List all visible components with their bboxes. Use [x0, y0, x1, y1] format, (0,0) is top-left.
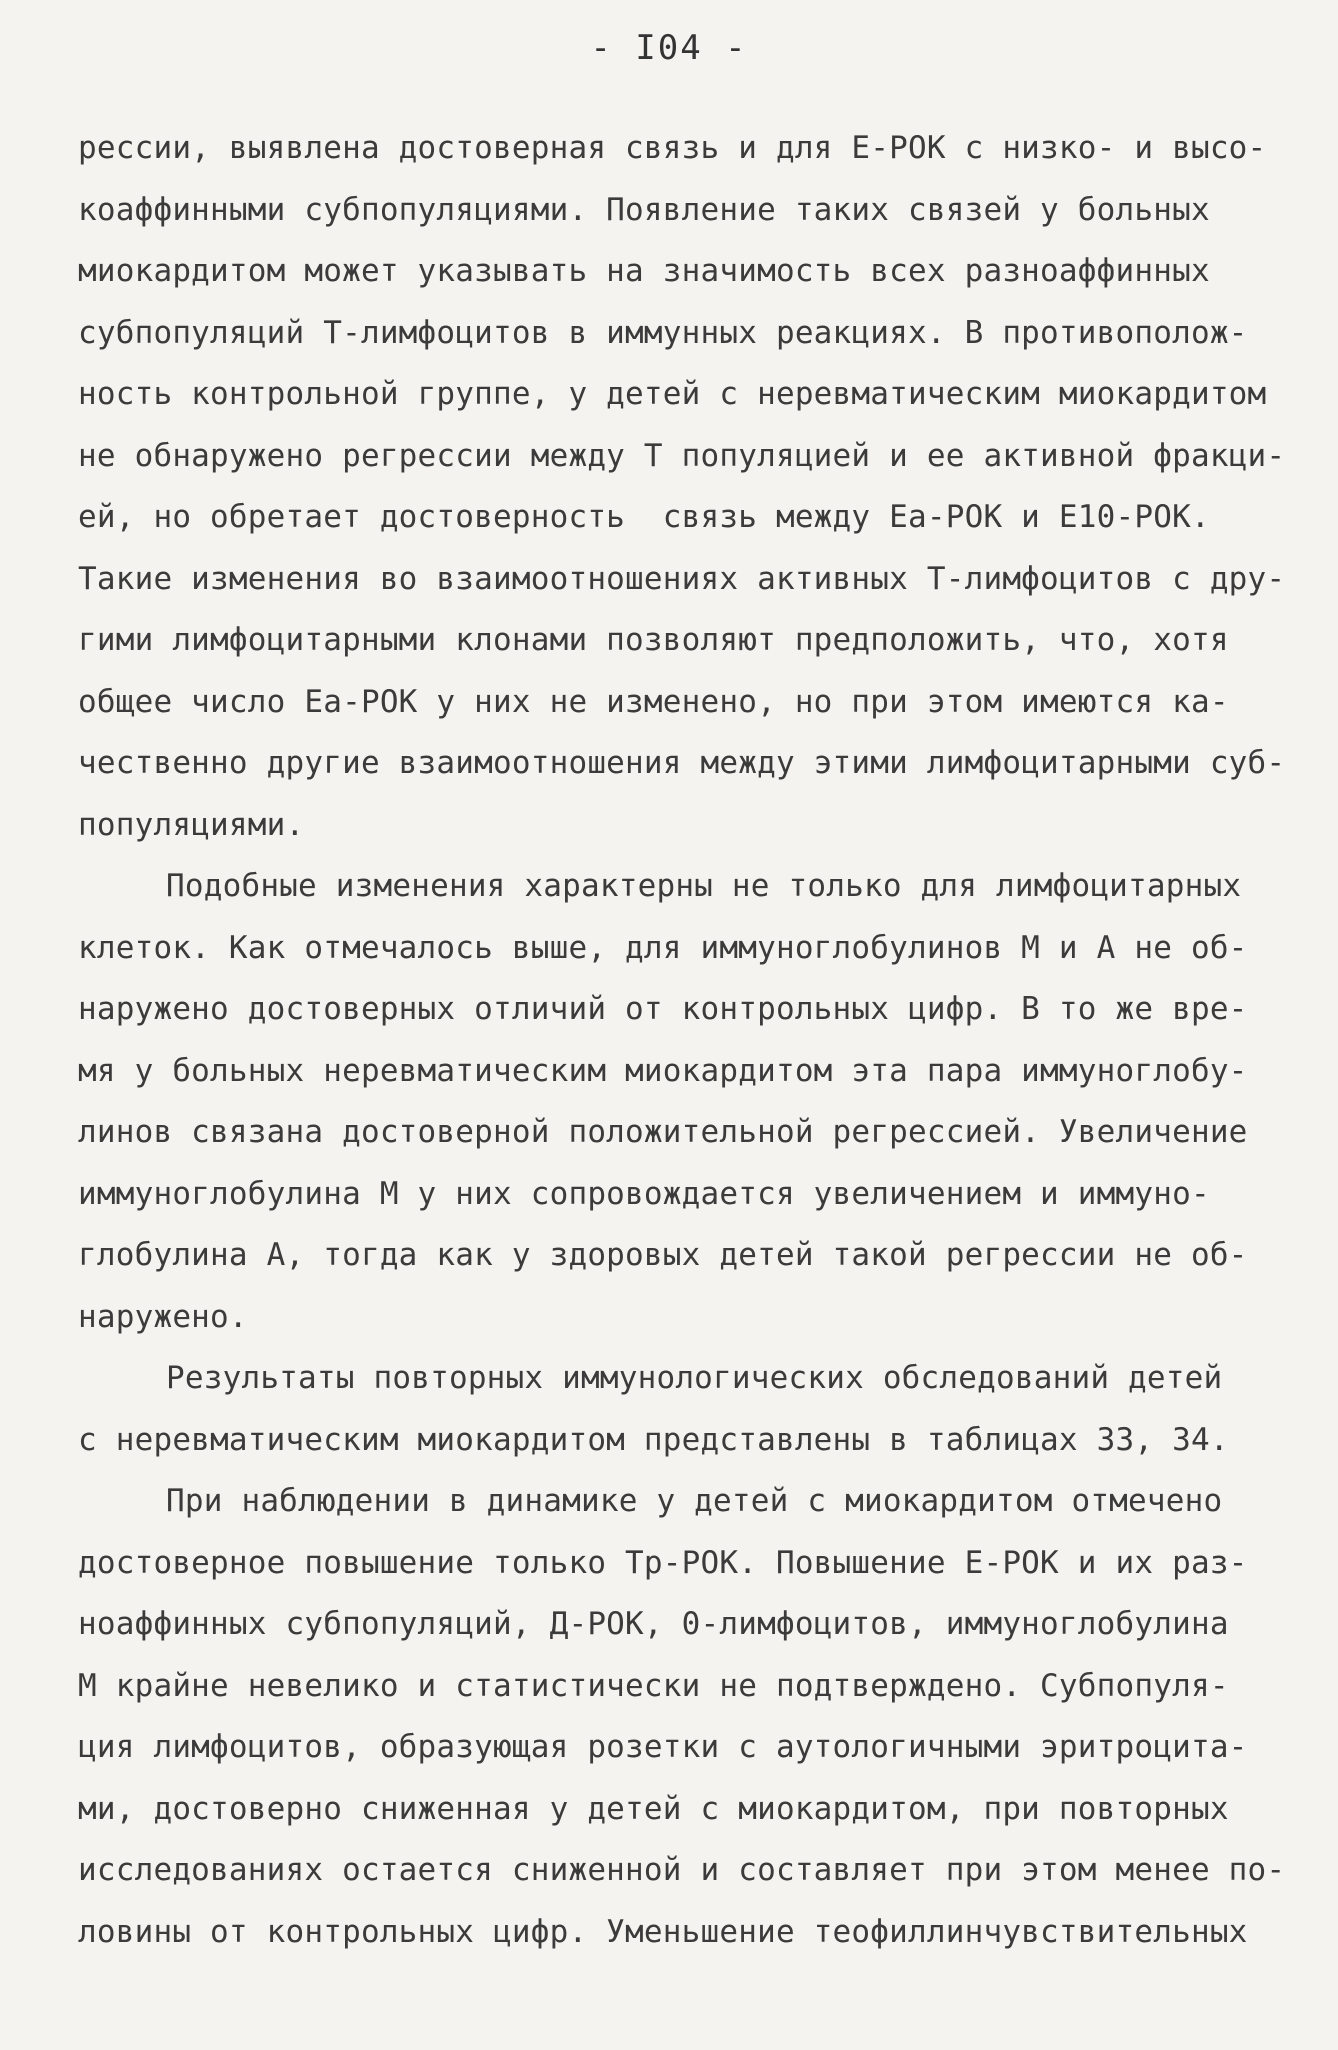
text-line: Результаты повторных иммунологических обследований детей — [166, 1360, 1223, 1396]
text-line: Подобные изменения характерны не только для лимфоцитарных — [166, 868, 1242, 904]
text-line: чественно другие взаимоотношения между этими лимфоцитарными суб- — [78, 745, 1286, 781]
text-line: рессии, выявлена достоверная связь и для Е-РОК с низко- и высо- — [78, 130, 1267, 166]
text-line: ноаффинных субпопуляций, Д-РОК, 0-лимфоцитов, иммуноглобулина — [78, 1606, 1229, 1642]
text-line: клеток. Как отмечалось выше, для иммуноглобулинов М и А не об- — [78, 929, 1248, 966]
text-line: наружено. — [78, 1298, 248, 1335]
text-line: не обнаружено регрессии между Т популяцией и ее активной фракци- — [78, 437, 1286, 474]
text-line: ция лимфоцитов, образующая розетки с аутологичными эритроцита- — [78, 1729, 1248, 1765]
text-line: Такие изменения во взаимоотношениях активных Т-лимфоцитов с дру- — [78, 560, 1286, 597]
text-line: наружено достоверных отличий от контрольных цифр. В то же вре- — [78, 991, 1248, 1027]
text-line: линов связана достоверной положительной регрессией. Увеличение — [78, 1114, 1248, 1150]
text-line: иммуноглобулина М у них сопровождается увеличением и иммуно- — [78, 1175, 1210, 1212]
text-line: популяциями. — [78, 806, 305, 843]
text-line: гими лимфоцитарными клонами позволяют предположить, что, хотя — [78, 622, 1229, 658]
body-text — [78, 118, 1286, 1963]
text-line: мя у больных неревматическим миокардитом эта пара иммуноглобу- — [78, 1052, 1248, 1089]
text-line: М крайне невелико и статистически не подтверждено. Субпопуля- — [78, 1667, 1229, 1704]
text-line: общее число Еа-РОК у них не изменено, но при этом имеются ка- — [78, 683, 1229, 720]
text-line: глобулина А, тогда как у здоровых детей такой регрессии не об- — [78, 1237, 1248, 1273]
text-line: с неревматическим миокардитом представлены в таблицах 33, 34. — [78, 1421, 1229, 1458]
text-line: коаффинными субпопуляциями. Появление таких связей у больных — [78, 191, 1210, 228]
text-line: ловины от контрольных цифр. Уменьшение теофиллинчувствительных — [78, 1913, 1248, 1950]
text-line: миокардитом может указывать на значимость всех разноаффинных — [78, 253, 1210, 289]
page-number: - I04 - — [590, 28, 748, 68]
text-line: ей, но обретает достоверность связь между Еа-РОК и Е10-РОК. — [78, 499, 1210, 535]
text-line: ность контрольной группе, у детей с неревматическим миокардитом — [78, 376, 1267, 412]
text-line: субпопуляций Т-лимфоцитов в иммунных реакциях. В противополож- — [78, 314, 1248, 351]
text-line: При наблюдении в динамике у детей с миокардитом отмечено — [166, 1483, 1223, 1519]
text-line: ми, достоверно сниженная у детей с миокардитом, при повторных — [78, 1790, 1229, 1827]
text-line: исследованиях остается сниженной и составляет при этом менее по- — [78, 1852, 1286, 1888]
text-line: достоверное повышение только Тр-РОК. Повышение Е-РОК и их раз- — [78, 1544, 1248, 1581]
